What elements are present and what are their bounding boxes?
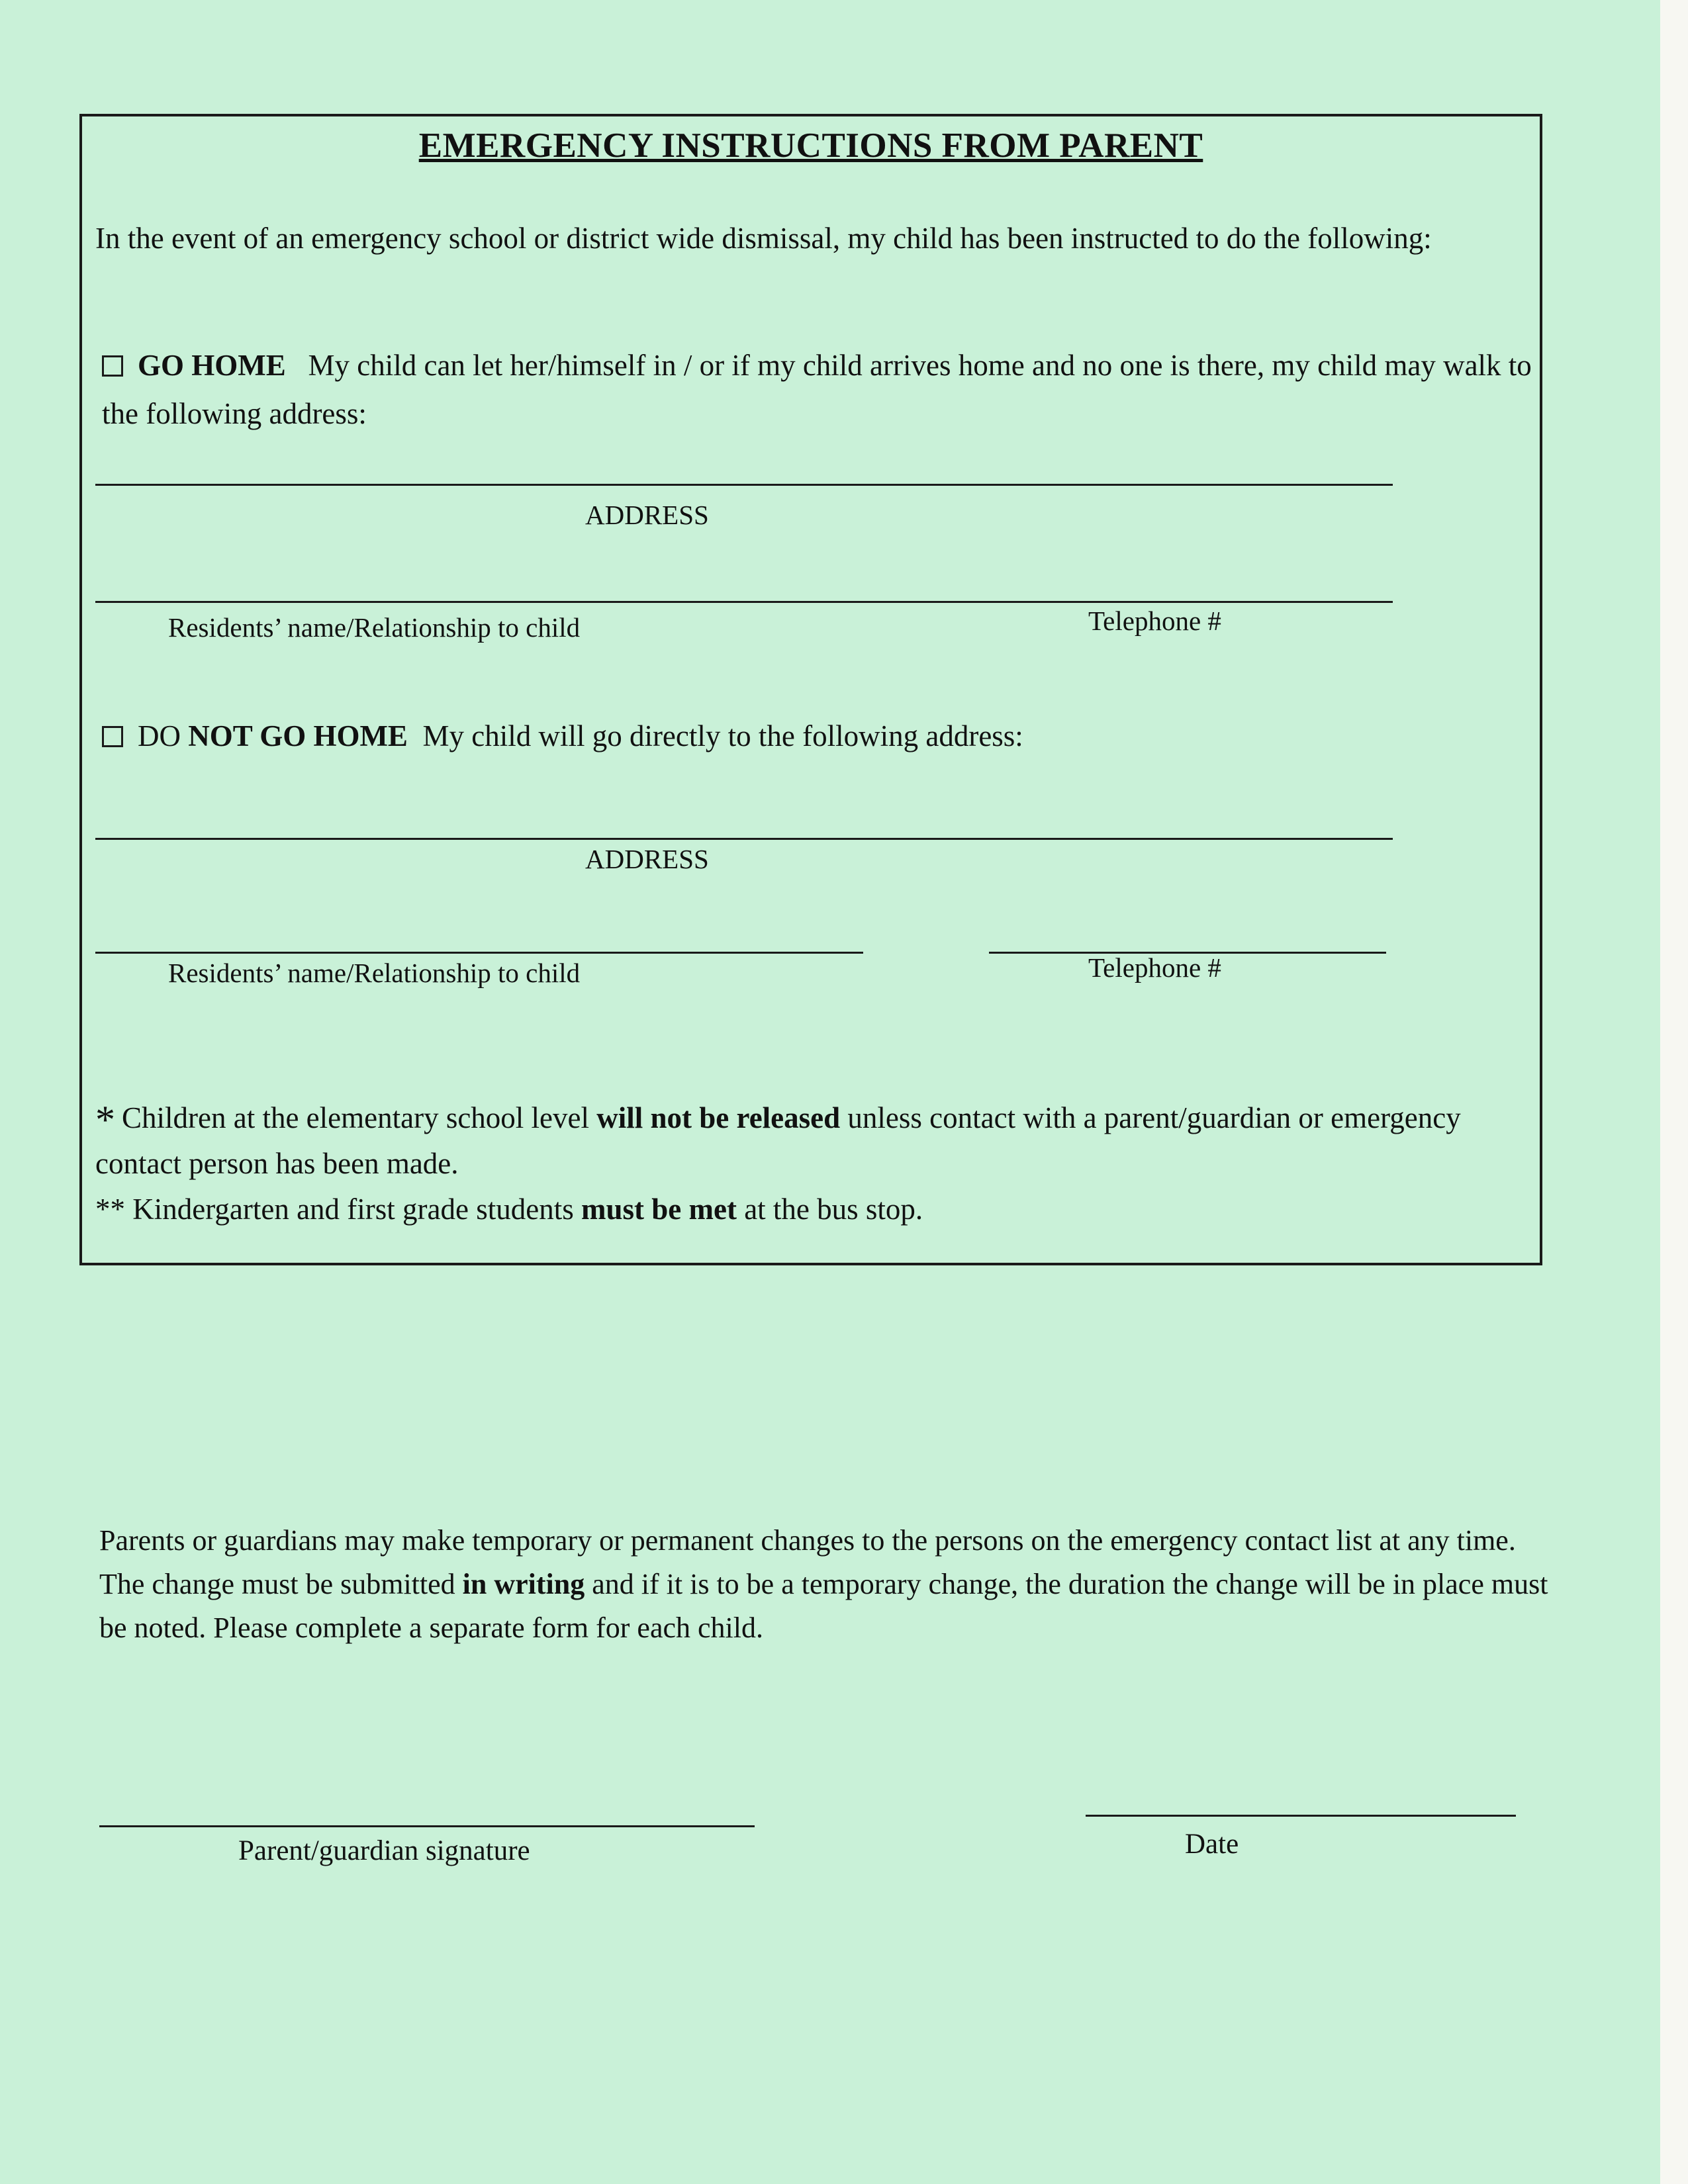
do-not-go-home-text: My child will go directly to the following address: [422, 719, 1023, 752]
go-home-text: My child can let her/himself in / or if my child arrives home and no one is there, my child may walk to the following address: [102, 349, 1532, 430]
go-home-address-line[interactable] [95, 484, 1393, 486]
changes-text-a: Parents or guardians may make temporary or permanent changes to the persons on the emergency contact list at any time. The change must be submitted [99, 1524, 1516, 1600]
emergency-instructions-box [79, 114, 1542, 1265]
page-edge [1660, 0, 1688, 2184]
intro-text: In the event of an emergency school or district wide dismissal, my child has been instructed to do the following: [95, 222, 1432, 255]
bus-stop-note-text-c: at the bus stop. [736, 1193, 923, 1226]
changes-bold: in writing [462, 1568, 585, 1600]
go-home-option [102, 341, 1538, 438]
go-home-telephone-label: Telephone # [1088, 606, 1221, 636]
do-not-go-home-residents-label: Residents’ name/Relationship to child [168, 958, 581, 988]
date-label: Date [1185, 1829, 1239, 1860]
do-not-go-home-telephone-label: Telephone # [1088, 952, 1221, 983]
date-line[interactable] [1086, 1815, 1516, 1817]
do-not-go-home-residents-line[interactable] [95, 952, 863, 954]
signature-label: Parent/guardian signature [238, 1835, 530, 1866]
release-note-text-c: unless contact with a parent/guardian or emergency contact person has been made. [95, 1101, 1461, 1180]
release-note [95, 1096, 1532, 1185]
go-home-address-label: ADDRESS [585, 500, 709, 530]
do-not-go-home-prefix: DO [138, 719, 189, 752]
form-title: EMERGENCY INSTRUCTIONS FROM PARENT [418, 126, 1203, 165]
asterisk-symbol: * [95, 1098, 115, 1142]
bus-stop-note-bold: must be met [581, 1193, 737, 1226]
do-not-go-home-checkbox[interactable] [102, 726, 123, 747]
bus-stop-note-text-a: ** Kindergarten and first grade students [95, 1193, 581, 1226]
do-not-go-home-label: NOT GO HOME [188, 719, 408, 752]
release-note-bold: will not be released [596, 1101, 841, 1134]
do-not-go-home-address-label: ADDRESS [585, 844, 709, 874]
release-note-text-a: Children at the elementary school level [122, 1101, 597, 1134]
bus-stop-note [95, 1187, 1532, 1231]
changes-text-c: and if it is to be a temporary change, the duration the change will be in place must be noted. Please complete a separate form for each child. [99, 1568, 1548, 1644]
do-not-go-home-option [102, 712, 1538, 760]
changes-paragraph [99, 1519, 1549, 1650]
go-home-checkbox[interactable] [102, 355, 123, 377]
go-home-residents-line[interactable] [95, 601, 1393, 603]
go-home-residents-label: Residents’ name/Relationship to child [168, 612, 581, 643]
do-not-go-home-address-line[interactable] [95, 838, 1393, 840]
signature-line[interactable] [99, 1825, 755, 1827]
go-home-label: GO HOME [138, 349, 286, 382]
